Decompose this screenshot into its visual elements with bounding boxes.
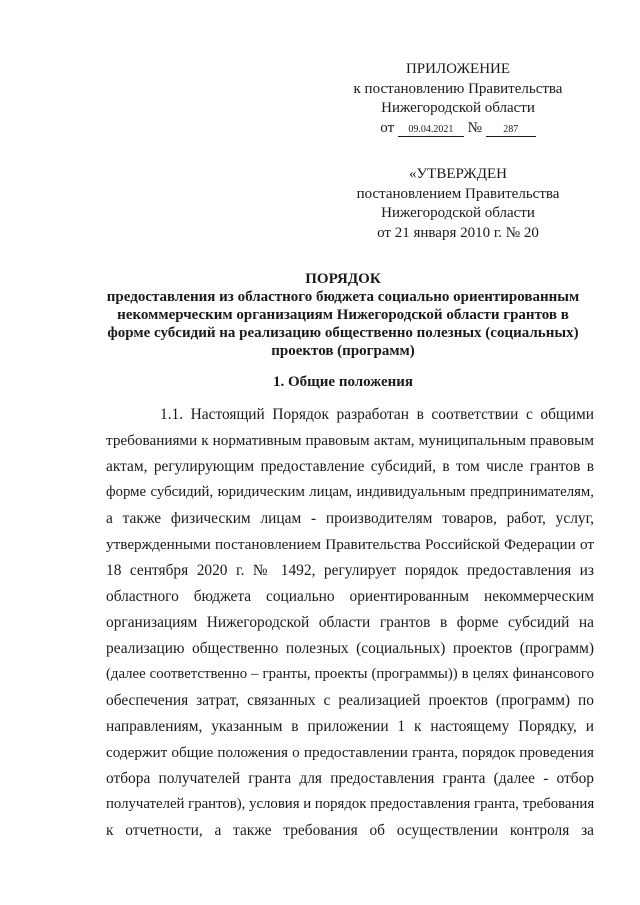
body-line: получателей грантов), условия и порядок предоставления гранта, требования xyxy=(106,796,595,812)
approved-line-3: Нижегородской области xyxy=(381,205,535,221)
body-line: требованиями к нормативным правовым актам, муниципальным правовым xyxy=(106,432,594,449)
title-line-4: проектов (программ) xyxy=(271,343,415,359)
body-line: актам, регулирующим предоставление субсидий, в том числе грантов в xyxy=(106,458,594,475)
body-line: (далее соответственно – гранты, проекты (программы)) в целях финансового xyxy=(106,666,594,682)
body-line: направлениям, указанным в приложении 1 к настоящему Порядку, и xyxy=(106,718,594,735)
approved-line-4: от 21 января 2010 г. № 20 xyxy=(377,224,539,241)
title-line-1: предоставления из областного бюджета социально ориентированным xyxy=(106,289,580,305)
date-value: 09.04.2021 xyxy=(398,124,464,137)
approved-block xyxy=(328,165,588,243)
title-line-2: некоммерческим организациям Нижегородской области грантов в xyxy=(117,307,569,323)
body-line: 1.1. Настоящий Порядок разработан в соответствии с общими xyxy=(160,406,594,423)
body-line: содержит общие положения о предоставлении гранта, порядок проведения xyxy=(106,744,594,761)
body-line: а также физическим лицам - производителям товаров, работ, услуг, xyxy=(106,510,594,527)
appendix-block xyxy=(328,60,588,138)
section-heading: 1. Общие положения xyxy=(272,374,414,390)
body-line: обеспечения затрат, связанных с реализацией проектов (программ) по xyxy=(106,692,594,709)
date-prefix: от xyxy=(380,119,395,136)
body-line: утвержденными постановлением Правительства Российской Федерации от xyxy=(106,536,594,553)
body-line: организациям Нижегородской области грантов в форме субсидий на xyxy=(106,614,594,631)
title-heading: ПОРЯДОК xyxy=(305,271,381,287)
approved-line-2: постановлением Правительства xyxy=(356,185,560,202)
body-line: областного бюджета социально ориентированным некоммерческим xyxy=(106,588,594,605)
body-line: отбора получателей гранта для предоставления гранта (далее - отбор xyxy=(106,770,594,787)
body-line: 18 сентября 2020 г. № 1492, регулирует порядок предоставления из xyxy=(106,562,594,579)
document-title xyxy=(98,270,588,360)
body-line: к отчетности, а также требования об осуществлении контроля за xyxy=(106,822,594,839)
body-line: реализацию общественно полезных (социальных) проектов (программ) xyxy=(106,640,594,657)
title-line-3: форме субсидий на реализацию общественно полезных (социальных) xyxy=(107,325,579,341)
number-sign: № xyxy=(467,119,482,136)
body-line: форме субсидий, юридическим лицам, индивидуальным предпринимателям, xyxy=(106,484,594,500)
appendix-date-line xyxy=(328,119,588,139)
number-value: 287 xyxy=(486,124,536,137)
appendix-line-2: к постановлению Правительства xyxy=(353,80,563,97)
approved-line-1: «УТВЕРЖДЕН xyxy=(409,166,507,182)
appendix-title: ПРИЛОЖЕНИЕ xyxy=(405,61,511,77)
appendix-line-3: Нижегородской области xyxy=(381,100,535,116)
